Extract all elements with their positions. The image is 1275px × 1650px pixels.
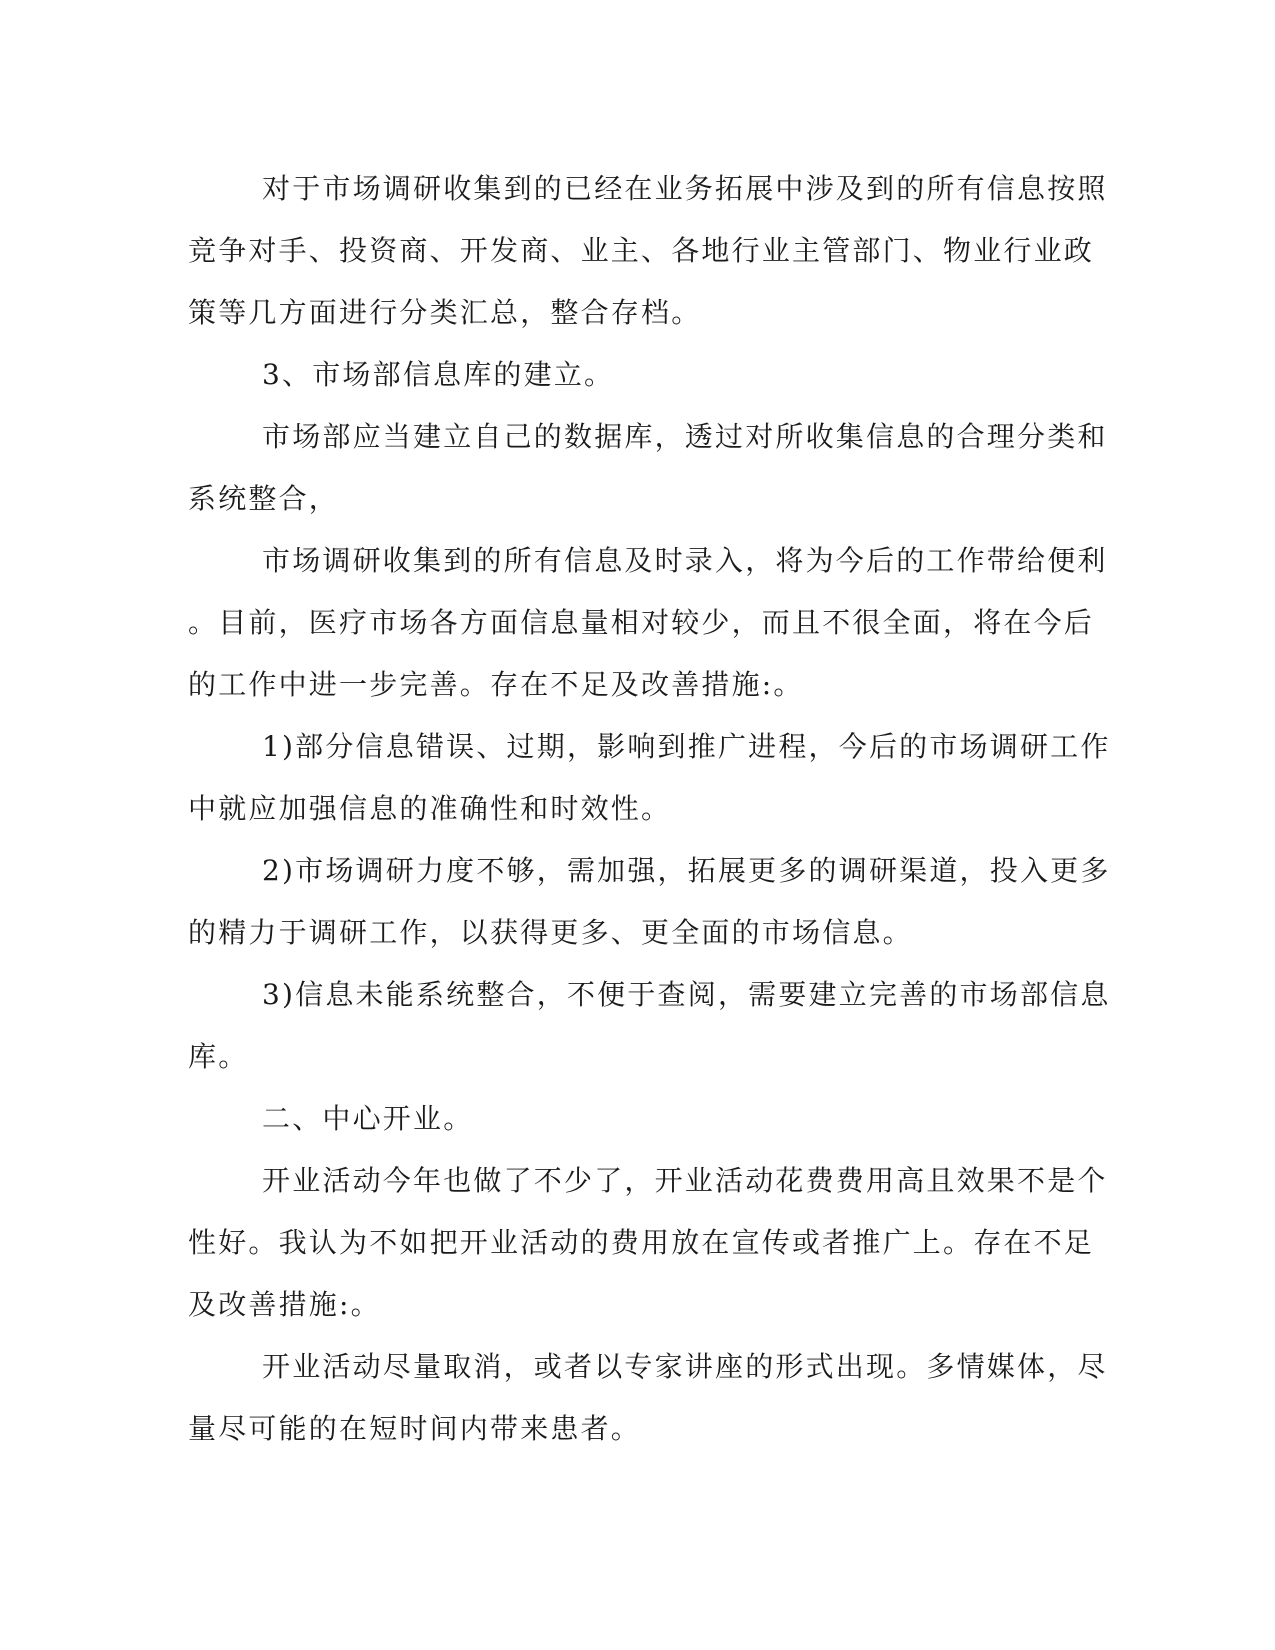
text-line: 对于市场调研收集到的已经在业务拓展中涉及到的所有信息按照 [262, 172, 1108, 205]
section-heading: 二、中心开业。 [262, 1102, 474, 1135]
text-line: 及改善措施:。 [188, 1288, 381, 1321]
list-item: 2)市场调研力度不够，需加强，拓展更多的调研渠道，投入更多 [262, 854, 1111, 887]
text-line: 竞争对手、投资商、开发商、业主、各地行业主管部门、物业行业政 [188, 234, 1095, 267]
text-line: 策等几方面进行分类汇总，整合存档。 [188, 296, 702, 329]
body-text [188, 158, 1111, 1460]
text-line: 系统整合， [188, 482, 340, 515]
text-line: 性好。我认为不如把开业活动的费用放在宣传或者推广上。存在不足 [188, 1226, 1095, 1259]
text-line: 中就应加强信息的准确性和时效性。 [188, 792, 672, 825]
section-heading: 3、市场部信息库的建立。 [262, 358, 615, 391]
text-line: 。目前，医疗市场各方面信息量相对较少，而且不很全面，将在今后 [188, 606, 1095, 639]
text-line: 的工作中进一步完善。存在不足及改善措施:。 [188, 668, 804, 701]
text-line: 市场部应当建立自己的数据库，透过对所收集信息的合理分类和 [262, 420, 1108, 453]
text-line: 开业活动尽量取消，或者以专家讲座的形式出现。多情媒体，尽 [262, 1350, 1108, 1383]
list-item: 3)信息未能系统整合，不便于查阅，需要建立完善的市场部信息 [262, 978, 1111, 1011]
text-line: 市场调研收集到的所有信息及时录入，将为今后的工作带给便利 [262, 544, 1108, 577]
text-line: 库。 [188, 1040, 249, 1073]
text-line: 的精力于调研工作，以获得更多、更全面的市场信息。 [188, 916, 913, 949]
text-line: 量尽可能的在短时间内带来患者。 [188, 1412, 642, 1445]
list-item: 1)部分信息错误、过期，影响到推广进程，今后的市场调研工作 [262, 730, 1111, 763]
text-line: 开业活动今年也做了不少了，开业活动花费费用高且效果不是个 [262, 1164, 1108, 1197]
